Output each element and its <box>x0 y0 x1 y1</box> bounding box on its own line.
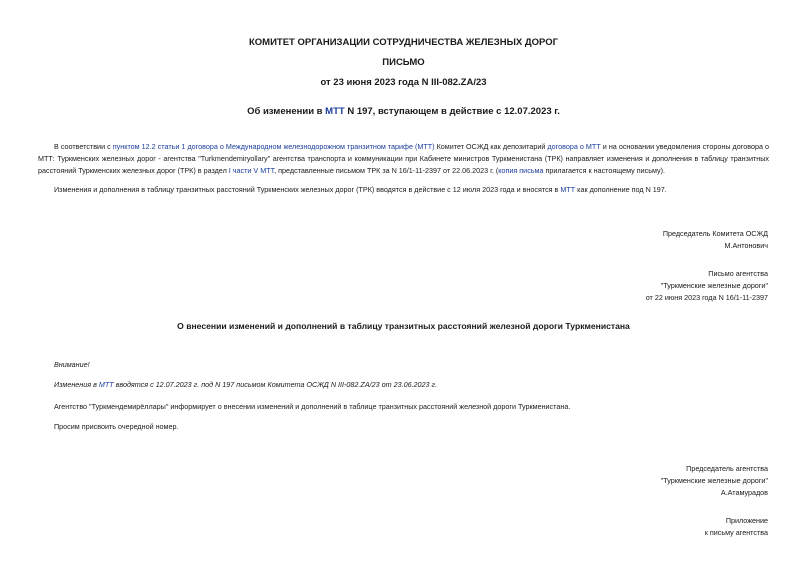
appendix-ref <box>705 515 768 539</box>
signature-agency <box>661 463 768 498</box>
request-text: Просим присвоить очередной номер. <box>54 422 179 431</box>
p1-text-1: В соответствии с <box>54 142 113 151</box>
attention-mtt-link[interactable]: МТТ <box>98 380 114 389</box>
paragraph-1 <box>38 141 769 177</box>
agency-letter-line-3: от 22 июня 2023 года N 16/1-11-2397 <box>645 292 768 302</box>
agency-letter-line-2: "Туркменские железные дороги" <box>660 280 768 290</box>
attention-text-2: вводятся с 12.07.2023 г. под N 197 письмом Комитета ОСЖД N III-082.ZA/23 от 23.06.2023 г. <box>113 380 438 389</box>
p1-text-4: , представленные письмом ТРК за N 16/1-11-2397 от 22.06.2023 г. ( <box>274 166 499 175</box>
p1-text-3: и на основании уведомления стороны договора о МТТ: Туркменских железных дорог - агентства "Turkmendemiryollary" агентства транспорта и коммуникации при Кабинете министров Туркменистана (ТРК) направляет изменения и дополнения в таблицу транзитных расстояний Туркменских железных дорог (ТРК) в раздел <box>38 142 769 175</box>
appendix-line-1: Приложение <box>725 516 768 525</box>
p1-link-part-v[interactable]: I части V МТТ <box>228 166 275 175</box>
p2-link-mtt[interactable]: МТТ <box>560 185 576 194</box>
paragraph-2 <box>38 184 769 196</box>
section-subtitle: О внесении изменений и дополнений в таблицу транзитных расстояний железной дороги Туркменистана <box>177 321 630 331</box>
p2-text-1: Изменения и дополнения в таблицу транзитных расстояний Туркменских железных дорог (ТРК) вводятся в действие с 12 июля 2023 года и вносятся в <box>54 185 561 194</box>
p1-text-5: прилагается к настоящему письму). <box>543 166 665 175</box>
attention-label: Внимание! <box>54 360 90 369</box>
signature-agency-org: "Туркменские железные дороги" <box>660 475 768 485</box>
p1-text-2: Комитет ОСЖД как депозитарий <box>434 142 548 151</box>
signature-agency-title: Председатель агентства <box>686 464 768 473</box>
subject-mtt-link[interactable]: МТТ <box>325 106 345 117</box>
doc-type: ПИСЬМО <box>382 57 425 68</box>
agency-letter-ref <box>646 268 768 303</box>
subject-suffix: N 197, вступающем в действие с 12.07.2023 г. <box>344 106 560 117</box>
signature-committee-title: Председатель Комитета ОСЖД <box>662 229 768 238</box>
p1-link-treaty[interactable]: договора о МТТ <box>547 142 601 151</box>
p1-link-clause[interactable]: пунктом 12.2 статьи 1 договора о Международном железнодорожном транзитном тарифе (МТТ) <box>112 142 435 151</box>
agency-letter-line-1: Письмо агентства <box>708 269 768 278</box>
subject-prefix: Об изменении в <box>247 106 326 117</box>
p1-link-letter-copy[interactable]: копия письма <box>498 166 544 175</box>
org-title: КОМИТЕТ ОРГАНИЗАЦИИ СОТРУДНИЧЕСТВА ЖЕЛЕЗНЫХ ДОРОГ <box>248 37 558 48</box>
signature-committee-name: М.Антонович <box>724 240 768 250</box>
attention-text-1: Изменения в <box>54 380 99 389</box>
attention-note <box>54 379 437 391</box>
p2-text-2: как дополнение под N 197. <box>575 185 667 194</box>
doc-date-number: от 23 июня 2023 года N III-082.ZA/23 <box>320 77 487 88</box>
agency-info-text: Агентство "Туркмендемирёллары" информирует о внесении изменений и дополнений в таблице транзитных расстояний железной дороги Туркменистана. <box>54 402 571 411</box>
doc-subject <box>0 106 807 117</box>
appendix-line-2: к письму агентства <box>704 527 768 537</box>
signature-agency-name: А.Атамурадов <box>720 487 768 497</box>
signature-committee <box>663 228 768 252</box>
